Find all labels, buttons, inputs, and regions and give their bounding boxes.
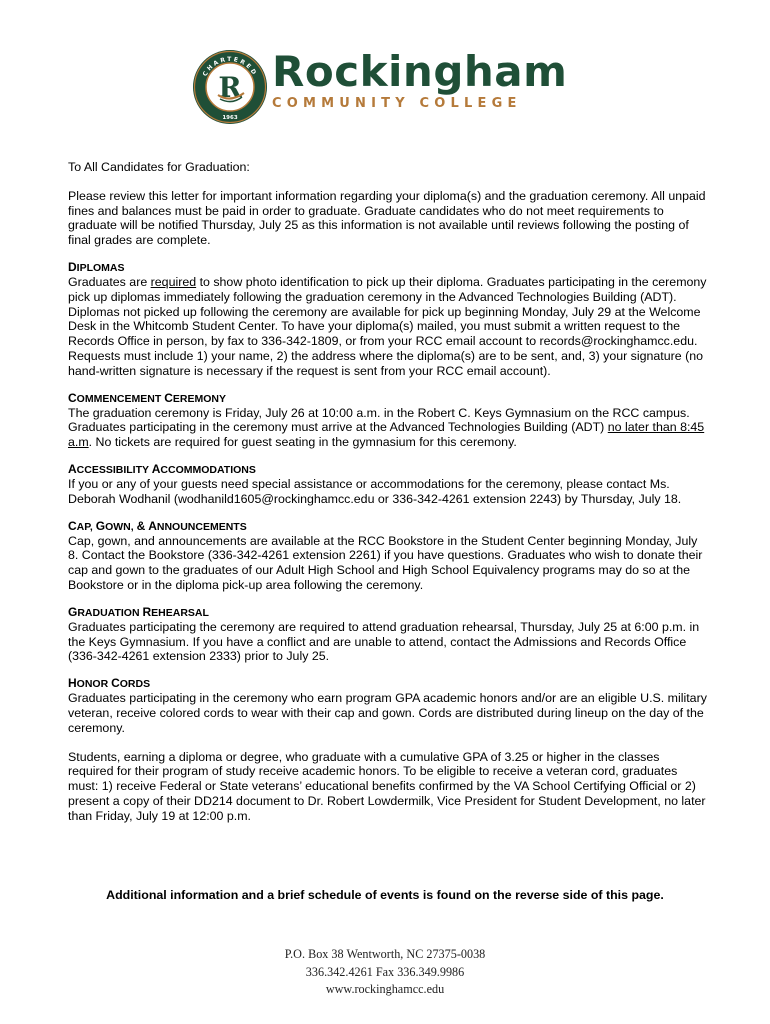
rehearsal-paragraph: Graduates participating the ceremony are required to attend graduation rehearsal, Thursday, July 25 at 6:00 p.m. in the Keys Gymnasium. If you have a conflict and are unable to attend, contact the Admissions and Records Office (336-342-4261 extension 2333) prior to July 25.: [68, 619, 700, 664]
accessibility-paragraph: If you or any of your guests need special assistance or accommodations for the ceremony, please contact Ms. Deborah Wodhanil (wodhanild1605@rockinghamcc.edu or 336-342-4261 extension 2243) by Thursday, July 18.: [68, 476, 682, 506]
college-seal-icon: [192, 49, 268, 125]
footer-website: www.rockinghamcc.edu: [325, 982, 445, 996]
commencement-paragraph: The graduation ceremony is Friday, July 26 at 10:00 a.m. in the Robert C. Keys Gymnasium on the RCC campus. Graduates participating in the ceremony must arrive at the Advanced Technologies Building (ADT) no later than 8:45 a.m. No tickets are required for guest seating in the gymnasium for this ceremony.: [68, 405, 705, 450]
diplomas-paragraph: Graduates are required to show photo identification to pick up their diploma. Graduates participating in the ceremony pick up diplomas immediately following the graduation ceremony in the Advanced Technologies Building (ADT). Diplomas not picked up following the ceremony are available for pick up beginning Monday, July 29 at the Welcome Desk in the Whitcomb Student Center. To have your diploma(s) mailed, you must submit a written request to the Records Office in person, by fax to 336-342-1809, or from your RCC email account to records@rockinghamcc.edu. Requests must include 1) your name, 2) the address where the diploma(s) are to be sent, and, 3) your signature (no hand-written signature is necessary if the request is sent from your RCC email account).: [68, 274, 707, 378]
diplomas-heading: DIPLOMAS: [68, 259, 125, 274]
honor-cords-paragraph: Graduates participating in the ceremony who earn program GPA academic honors and/or are an eligible U.S. military veteran, receive colored cords to wear with their cap and gown. Cords are distributed during lineup on the day of the ceremony.: [68, 691, 707, 735]
college-logo: [192, 49, 572, 125]
cap-gown-paragraph: Cap, gown, and announcements are available at the RCC Bookstore in the Student Center beginning Monday, July 8. Contact the Bookstore (336-342-4261 extension 2261) if you have questions. Graduates who wish to donate their cap and gown to the graduates of our Adult High School and High School Equivalency programs may do so at the Bookstore or in the diploma pick-up area following the ceremony.: [68, 533, 703, 592]
footer-phone-fax: 336.342.4261 Fax 336.349.9986: [305, 964, 465, 979]
commencement-heading: COMMENCEMENT CEREMONY: [68, 390, 226, 405]
college-subtitle: COMMUNITY COLLEGE: [272, 96, 522, 111]
footer-address-block: [0, 946, 770, 999]
college-name: Rockingham: [272, 47, 568, 96]
rehearsal-heading: GRADUATION REHEARSAL: [68, 604, 209, 619]
svg-text:CHARTERED: CHARTERED: [201, 55, 259, 78]
letter-body: [68, 160, 708, 824]
svg-text:1963: 1963: [222, 115, 238, 121]
honor-cords-heading: HONOR CORDS: [68, 676, 151, 691]
footer-address: P.O. Box 38 Wentworth, NC 27375-0038: [284, 947, 486, 961]
arrival-deadline: no later than 8:45 a.m: [68, 420, 705, 450]
honor-cords-eligibility-paragraph: Students, earning a diploma or degree, who graduate with a cumulative GPA of 3.25 or higher in the classes required for their program of study receive academic honors. To be eligible to receive a veteran cord, graduates must: 1) receive Federal or State veterans’ educational benefits confirmed by the VA School Certifying Official or 2) present a copy of their DD214 document to Dr. Robert Lowdermilk, Vice President for Student Development, no later than Friday, July 19 at 12:00 p.m.: [68, 749, 706, 823]
cap-gown-heading: CAP, GOWN, & ANNOUNCEMENTS: [68, 518, 247, 533]
reverse-side-notice: Additional information and a brief schedule of events is found on the reverse side of this page.: [106, 888, 664, 902]
salutation: To All Candidates for Graduation:: [68, 160, 250, 174]
intro-paragraph: Please review this letter for important information regarding your diploma(s) and the graduation ceremony. All unpaid fines and balances must be paid in order to graduate. Graduate candidates who do not meet requirements to graduate will be notified Thursday, July 25 as this information is not available until reviews following the posting of final grades are complete.: [68, 188, 706, 248]
required-emphasis: required: [150, 274, 197, 289]
accessibility-heading: ACCESSIBILITY ACCOMMODATIONS: [68, 461, 256, 476]
wordmark: [272, 47, 568, 111]
svg-text:R: R: [218, 71, 242, 104]
